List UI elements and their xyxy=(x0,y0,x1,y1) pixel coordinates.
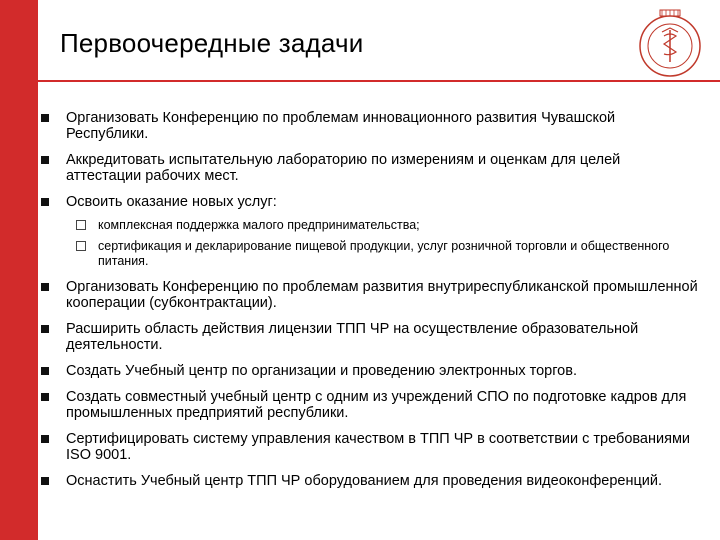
list-item-text: Сертифицировать систему управления качеством в ТПП ЧР в соответствии с требованиями ISO 9001. xyxy=(66,431,691,463)
square-bullet-icon xyxy=(41,114,49,122)
square-bullet-icon xyxy=(41,367,49,375)
sub-list-item xyxy=(66,239,698,269)
list-item xyxy=(38,279,698,311)
list-item-text: Создать совместный учебный центр с одним из учреждений СПО по подготовке кадров для промышленных предприятий республики. xyxy=(66,389,687,421)
hollow-square-bullet-icon xyxy=(76,220,86,230)
list-item-text: Освоить оказание новых услуг: xyxy=(66,194,277,210)
square-bullet-icon xyxy=(41,477,49,485)
list-item-text: Организовать Конференцию по проблемам развития внутриреспубликанской промышленной кооперации (субконтрактации). xyxy=(66,279,698,311)
list-item xyxy=(38,473,698,489)
list-item xyxy=(38,194,698,269)
list-item-text: Оснастить Учебный центр ТПП ЧР оборудованием для проведения видеоконференций. xyxy=(66,473,663,489)
list-item-text: Организовать Конференцию по проблемам инновационного развития Чувашской Республики. xyxy=(66,110,616,142)
sub-list-item-text: комплексная поддержка малого предпринимательства; xyxy=(98,218,420,232)
square-bullet-icon xyxy=(41,283,49,291)
square-bullet-icon xyxy=(41,325,49,333)
list-item xyxy=(38,389,698,421)
list-item xyxy=(38,110,698,142)
list-item xyxy=(38,431,698,463)
square-bullet-icon xyxy=(41,198,49,206)
list-item-text: Аккредитовать испытательную лабораторию по измерениям и оценкам для целей аттестации рабочих мест. xyxy=(66,152,621,184)
list-item-text: Расширить область действия лицензии ТПП ЧР на осуществление образовательной деятельности. xyxy=(66,321,639,353)
sub-list xyxy=(66,218,698,269)
hollow-square-bullet-icon xyxy=(76,241,86,251)
square-bullet-icon xyxy=(41,393,49,401)
slide-title: Первоочередные задачи xyxy=(60,28,364,58)
left-accent-bar xyxy=(0,0,38,540)
list-item xyxy=(38,152,698,184)
sub-list-item-text: сертификация и декларирование пищевой продукции, услуг розничной торговли и общественного питания. xyxy=(98,239,670,268)
list-item-text: Создать Учебный центр по организации и проведению электронных торгов. xyxy=(66,363,577,379)
list-item xyxy=(38,321,698,353)
list-item xyxy=(38,363,698,379)
chamber-of-commerce-logo-icon xyxy=(634,8,706,80)
title-divider xyxy=(38,80,720,82)
square-bullet-icon xyxy=(41,435,49,443)
sub-list-item xyxy=(66,218,698,233)
task-list xyxy=(38,110,698,499)
square-bullet-icon xyxy=(41,156,49,164)
